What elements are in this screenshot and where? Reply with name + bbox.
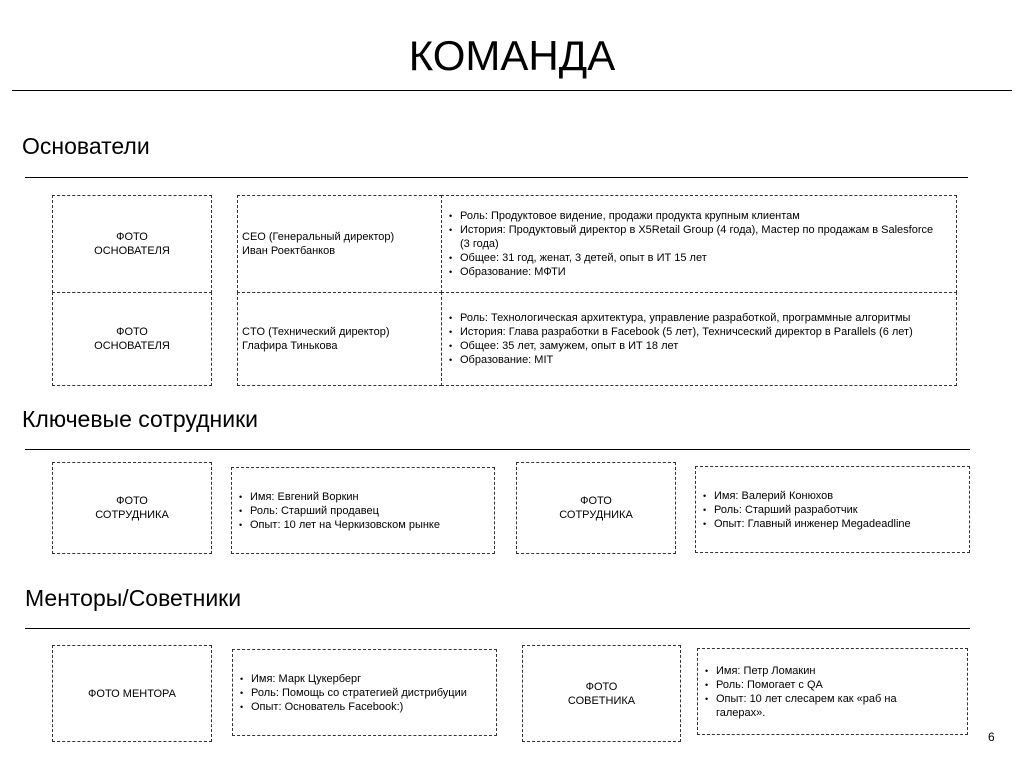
mentor-photo-placeholder: [52, 645, 212, 742]
bullet: • Роль: Технологическая архитектура, управление разработкой, программные алгоритмы: [460, 311, 913, 325]
bullet: • Общее: 35 лет, замужем, опыт в ИТ 18 лет: [460, 339, 913, 353]
mentor-details: [232, 649, 497, 736]
photo-label: ФОТО СОТРУДНИКА: [559, 495, 633, 521]
founder-details-cell: [441, 195, 957, 293]
bullet: • Опыт: 10 лет на Черкизовском рынке: [250, 518, 440, 532]
photo-label: ФОТО СОВЕТНИКА: [567, 680, 636, 707]
divider: [25, 449, 970, 450]
bullet: • История: Глава разработки в Facebook (5 лет), Техничсеский директор в Parallels (6 лет): [460, 325, 913, 339]
page-number: 6: [988, 730, 995, 744]
employee-photo-placeholder: [516, 462, 676, 554]
founder-photo-placeholder: [52, 292, 212, 386]
photo-label: ФОТО МЕНТОРА: [88, 687, 176, 700]
bullet: • Общее: 31 год, женат, 3 детей, опыт в ИТ 15 лет: [460, 251, 936, 265]
slide-title: КОМАНДА: [408, 32, 616, 79]
bullet: • Имя: Марк Цукерберг: [251, 672, 467, 686]
founder-position: CTO (Технический директор): [242, 326, 390, 338]
bullet: • Опыт: Главный инженер Megadeadline: [714, 517, 911, 531]
employee-details: [695, 466, 970, 553]
bullet: • Образование: МФТИ: [460, 265, 936, 279]
bullet: • Роль: Помощь со стратегией дистрибуции: [251, 686, 467, 700]
bullet: • Имя: Валерий Конюхов: [714, 489, 911, 503]
bullet: • История: Продуктовый директор в X5Retail Group (4 года), Мастер по продажам в Salesforce (3 года): [460, 223, 936, 251]
founder-name: Глафира Тинькова: [242, 340, 338, 352]
bullet: • Образование: MIT: [460, 353, 913, 367]
section-employees-heading: Ключевые сотрудники: [22, 406, 258, 432]
advisor-photo-placeholder: [522, 645, 681, 742]
bullet: • Роль: Старший продавец: [250, 504, 440, 518]
title-divider: [12, 90, 1012, 91]
bullet: • Имя: Петр Ломакин: [716, 664, 927, 678]
bullet: • Роль: Старший разработчик: [714, 503, 911, 517]
bullet: • Имя: Евгений Воркин: [250, 490, 440, 504]
bullet: • Опыт: 10 лет слесарем как «раб на галерах».: [716, 692, 927, 720]
founder-name: Иван Роектбанков: [242, 245, 336, 257]
bullet: • Роль: Продуктовое видение, продажи продукта крупным клиентам: [460, 209, 936, 223]
founder-title-cell: [237, 195, 442, 293]
founder-photo-placeholder: [52, 195, 212, 293]
advisor-details: [697, 648, 968, 735]
bullet: • Роль: Помогает с QA: [716, 678, 927, 692]
founder-title-cell: [237, 292, 442, 386]
founder-details-cell: [441, 292, 957, 386]
photo-label: ФОТО СОТРУДНИКА: [95, 495, 169, 521]
divider: [25, 628, 970, 629]
employee-details: [231, 467, 495, 554]
bullet: • Опыт: Основатель Facebook:): [251, 700, 467, 714]
divider: [25, 177, 968, 178]
section-founders-heading: Основатели: [22, 133, 150, 159]
photo-label: ФОТО ОСНОВАТЕЛЯ: [94, 231, 170, 257]
section-mentors-heading: Менторы/Советники: [25, 585, 242, 611]
photo-label: ФОТО ОСНОВАТЕЛЯ: [94, 326, 170, 352]
founder-position: CEO (Генеральный директор): [242, 231, 395, 243]
employee-photo-placeholder: [52, 462, 212, 554]
